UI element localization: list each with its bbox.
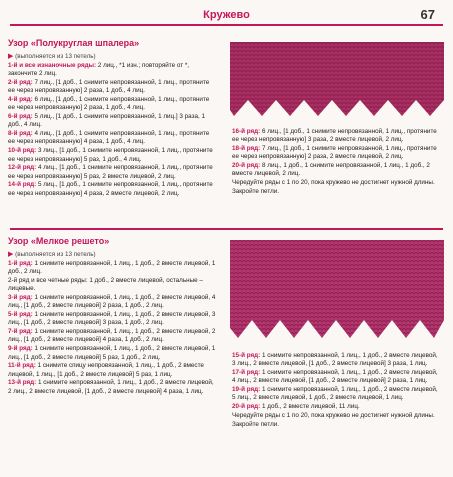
instruction-row xyxy=(8,164,216,181)
row-text: 6 лиц., [1 доб., 1 снимите непровязанной, 1 лиц., протяните ее через непровязанную] 3 раза, 2 вместе лицевой, 2 лиц. xyxy=(232,128,437,144)
instruction-row xyxy=(8,362,216,379)
arrow-right-icon: ▶ xyxy=(8,251,14,258)
section2-left-text xyxy=(8,251,216,397)
section2-title: Узор «Мелкое решето» xyxy=(8,236,110,246)
row-text: 1 снимите спицу непровязанной, 1 лиц., 1 доб., 2 вместе лицевой, 1 лиц., [1 доб., 2 вместе лицевой] 5 раз, 1 лиц. xyxy=(8,362,204,378)
row-label: 16-й ряд: xyxy=(232,128,261,135)
row-text: 1 снимите непровязанной, 1 лиц., 1 доб., 2 вместе лицевой, 5 лиц., 2 вместе лицевой, 1 доб., 2 вместе лицевой, 1 лиц. xyxy=(232,386,438,402)
instruction-row xyxy=(8,379,216,396)
row-text: 1 снимите непровязанной, 1 лиц., 1 доб., 2 вместе лицевой, 2 лиц., [1 доб., 2 вместе лицевой] 4 раза, 1 доб., 2 лиц. xyxy=(8,328,216,344)
section2-note: (выполняется из 13 петель) xyxy=(15,251,96,258)
row-text: 1 снимите непровязанной, 1 лиц., 1 доб., 2 вместе лицевой, 1 доб., 2 лиц. xyxy=(8,259,216,276)
row-text: 1 снимите непровязанной, 1 лиц., 1 доб., 2 вместе лицевой, 4 лиц., 2 вместе лицевой, [1 доб., 2 вместе лицевой] 2 раза, 1 лиц. xyxy=(232,369,438,385)
row-text: 1 снимите непровязанной, 1 лиц., 1 доб., 2 вместе лицевой, 3 лиц., 2 вместе лицевой, [1 доб., 2 вместе лицевой] 3 раза, 1 лиц. xyxy=(232,352,438,368)
header-rule xyxy=(10,24,443,26)
section1-note-line xyxy=(8,53,216,61)
row-label: 10-й ряд: xyxy=(8,147,37,155)
instruction-row xyxy=(8,62,216,79)
row-text: 1 снимите непровязанной, 1 лиц., 1 доб., 2 вместе лицевой, 3 лиц., [1 доб., 2 вместе лицевой] 3 раза, 1 доб., 2 лиц. xyxy=(8,311,216,327)
row-label: 6-й ряд: xyxy=(8,113,33,121)
row-text: 7 лиц., [1 доб., 1 снимите непровязанной, 1 лиц., протяните ее через непровязанную] 2 раза, 2 вместе лицевой, 2 лиц. xyxy=(232,145,437,161)
section-divider xyxy=(10,228,443,230)
instruction-row xyxy=(232,352,442,369)
row-text: 2-й ряд и все четные ряды: 1 доб., 2 вместе лицевой, остальные – лицевые. xyxy=(8,276,203,293)
instruction-row xyxy=(8,147,216,164)
section1-left-text xyxy=(8,53,216,199)
row-text: 7 лиц., [1 доб., 1 снимите непровязанной, 1 лиц., протяните ее через непровязанную] 2 раза, 1 доб., 4 лиц. xyxy=(8,78,210,95)
section2-note-line xyxy=(8,251,216,259)
row-label: 12-й ряд: xyxy=(8,164,37,172)
instruction-row xyxy=(232,128,442,145)
row-label: 14-й ряд: xyxy=(8,181,37,189)
section1-lace-photo xyxy=(230,42,444,122)
lace-swatch-1 xyxy=(230,42,444,122)
row-text: 6 лиц., [1 доб., 1 снимите непровязанной, 1 лиц., протяните ее через непровязанную] 2 раза, 1 доб., 4 лиц. xyxy=(8,95,210,112)
row-label: 20-й ряд: xyxy=(232,162,261,170)
row-label: 13-й ряд: xyxy=(8,379,37,387)
instruction-row xyxy=(232,145,442,162)
section2-right-rows xyxy=(232,352,442,412)
instruction-row xyxy=(8,328,216,345)
instruction-row xyxy=(8,181,216,198)
section1-right-text xyxy=(232,128,442,197)
section1-right-rows xyxy=(232,128,442,179)
row-text: 8 лиц., 1 доб., 1 снимите непровязанной, 1 лиц., 1 доб., 2 вместе лицевой, 2 лиц. xyxy=(232,162,430,178)
row-label: 5-й ряд: xyxy=(8,311,33,319)
row-label: 17-й ряд: xyxy=(232,369,261,377)
row-label: 19-й ряд: xyxy=(232,386,261,394)
row-label: 9-й ряд: xyxy=(8,345,33,353)
instruction-row xyxy=(232,369,442,386)
instruction-row xyxy=(8,277,216,294)
chapter-title: Кружево xyxy=(203,9,250,21)
row-label: 4-й ряд: xyxy=(8,95,33,103)
instruction-row xyxy=(232,162,442,179)
instruction-row xyxy=(8,79,216,96)
instruction-row xyxy=(8,260,216,277)
instruction-row xyxy=(8,345,216,362)
section1-end-2: Закройте петли. xyxy=(232,188,280,196)
row-text: 3 лиц., [1 доб., 1 снимите непровязанной, 1 лиц., протяните ее через непровязанную] 5 раз, 1 доб., 4 лиц. xyxy=(8,147,213,163)
section2-lace-photo xyxy=(230,240,444,344)
row-label: 1-й ряд: xyxy=(8,259,33,267)
section1-end-1: Чередуйте ряды с 1 по 20, пока кружево не достигнет нужной длины. xyxy=(232,179,435,187)
page-number: 67 xyxy=(420,7,435,22)
section2-end-1: Чередуйте ряды с 1 по 20, пока кружево не достигнет нужной длины. xyxy=(232,412,435,420)
row-label: 15-й ряд: xyxy=(232,352,261,359)
instruction-row xyxy=(232,403,442,411)
instruction-row xyxy=(8,294,216,311)
arrow-right-icon: ▶ xyxy=(8,53,14,60)
row-text: 1 доб., 2 вместе лицевой, 11 лиц. xyxy=(260,403,360,411)
row-label: 18-й ряд: xyxy=(232,145,261,153)
instruction-row xyxy=(8,130,216,147)
row-label: 3-й ряд: xyxy=(8,293,33,301)
row-text: 1 снимите непровязанной, 1 лиц., 1 доб., 2 вместе лицевой, 2 лиц., 2 вместе лицевой, [1 доб., 2 вместе лицевой] 4 раза, 1 лиц. xyxy=(8,379,214,395)
section2-end-2: Закройте петли. xyxy=(232,420,280,428)
row-label: 20-й ряд: xyxy=(232,403,261,411)
row-label: 8-й ряд: xyxy=(8,130,33,138)
row-text: 1 снимите непровязанной, 1 лиц., 1 доб., 2 вместе лицевой, 1 лиц., [1 доб., 2 вместе лицевой] 5 раз, 1 доб., 2 лиц. xyxy=(8,345,216,361)
row-text: 5 лиц., [1 доб., 1 снимите непровязанной, 1 лиц., протяните ее через непровязанную] 4 раза, 2 вместе лицевой, 2 лиц. xyxy=(8,181,213,197)
instruction-row xyxy=(8,113,216,130)
row-text: 4 лиц., [1 доб., 1 снимите непровязанной, 1 лиц., протяните ее через непровязанную] 4 раза, 1 доб., 4 лиц. xyxy=(8,130,210,146)
section1-note: (выполняется из 13 петель) xyxy=(15,53,96,60)
instruction-row xyxy=(8,96,216,113)
row-label: 1-й и все изнаночные ряды: xyxy=(8,61,97,69)
row-label: 2-й ряд: xyxy=(8,78,33,86)
section2-left-rows xyxy=(8,260,216,396)
section1-title: Узор «Полукруглая шпалера» xyxy=(8,38,140,48)
instruction-row xyxy=(8,311,216,328)
row-label: 7-й ряд: xyxy=(8,328,33,336)
row-text: 5 лиц., [1 доб., 1 снимите непровязанной, 1 лиц.] 3 раза, 1 доб., 4 лиц. xyxy=(8,113,205,129)
section2-right-text xyxy=(232,352,442,430)
lace-swatch-2 xyxy=(230,240,444,344)
row-label: 11-й ряд: xyxy=(8,362,36,370)
row-text: 2 лиц., *1 изн.; повторяйте от *, закончите 2 лиц. xyxy=(8,61,190,78)
section1-left-rows xyxy=(8,62,216,198)
instruction-row xyxy=(232,386,442,403)
row-text: 4 лиц., [1 доб., 1 снимите непровязанной, 1 лиц., протяните ее через непровязанную] 5 раз, 2 вместе лицевой, 2 лиц. xyxy=(8,164,213,180)
row-text: 1 снимите непровязанной, 1 лиц., 1 доб., 2 вместе лицевой, 4 лиц., [1 доб., 2 вместе лицевой] 2 раза, 1 доб., 2 лиц. xyxy=(8,293,216,310)
